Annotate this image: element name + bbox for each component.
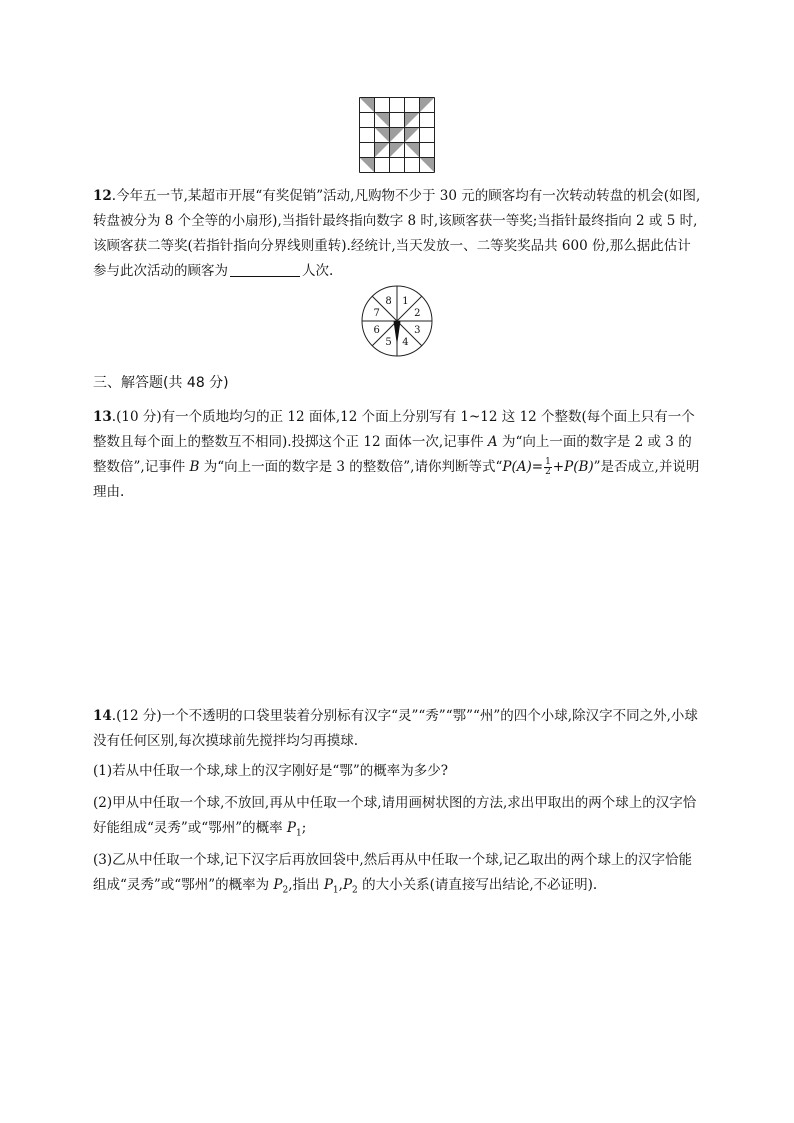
- question-14-part-2: [93, 791, 703, 847]
- question-13-text-4: ”是否成立,并说明理由.: [93, 459, 700, 500]
- p2-sub-compare: 2: [352, 885, 358, 896]
- fraction-one-half: [544, 458, 552, 477]
- shaded-triangle: [390, 143, 405, 158]
- question-13-number: 13: [93, 409, 112, 425]
- question-14-intro: .(12 分)一个不透明的口袋里装着分别标有汉字“灵”“秀”“鄂”“州”的四个小球,除汉字不同之外,小球没有任何区别,每次摸球前先搅拌均匀再摸球.: [93, 708, 698, 749]
- spinner-label: 4: [402, 336, 409, 348]
- fraction-numerator: 1: [545, 457, 551, 467]
- question-14-part-3: [93, 848, 703, 904]
- shaded-triangle: [405, 143, 420, 158]
- part-3-text-b: ,指出: [288, 877, 324, 893]
- answer-blank[interactable]: [230, 262, 300, 277]
- spinner-label: 7: [373, 308, 380, 320]
- formula-left: P(A)=: [502, 459, 544, 475]
- p1-sub: 1: [296, 828, 302, 839]
- question-14-part-1: (1)若从中任取一个球,球上的汉字刚好是“鄂”的概率为多少?: [93, 763, 448, 779]
- shaded-triangle: [375, 128, 390, 143]
- question-13: [93, 405, 703, 505]
- p1-var: P: [286, 820, 296, 836]
- part-3-text-a: (3)乙从中任取一个球,记下汉字后再放回袋中,然后再从中任取一个球,记乙取出的两个球上的汉字恰能组成“灵秀”或“鄂州”的概率为: [93, 852, 692, 893]
- formula-right: +P(B): [552, 459, 594, 475]
- section-title: 三、解答题(共 48 分): [93, 375, 229, 391]
- part-3-text-c: 的大小关系(请直接写出结论,不必证明).: [357, 877, 598, 893]
- spinner-label: 2: [414, 308, 421, 320]
- question-12: [93, 184, 703, 284]
- question-13-text-2: 为“向上一面的数字是 2 或 3 的整数倍”,记事件: [93, 434, 692, 475]
- p2-var-compare: P: [342, 877, 353, 893]
- question-12-tail: 人次.: [302, 263, 334, 279]
- question-13-text-3: 为“向上一面的数字是 3 的整数倍”,请你判断等式“: [199, 459, 503, 475]
- spinner-figure: [360, 284, 434, 358]
- spinner-label: 5: [385, 336, 392, 348]
- question-12-number: 12: [93, 188, 112, 204]
- part-2-text: (2)甲从中任取一个球,不放回,再从中任取一个球,请用画树状图的方法,求出甲取出的两个球上的汉字恰好能组成“灵秀”或“鄂州”的概率: [93, 795, 697, 836]
- shaded-triangle: [405, 113, 420, 128]
- shaded-triangle: [360, 98, 375, 113]
- spinner-label: 6: [373, 324, 380, 336]
- grid-figure: [359, 97, 435, 173]
- question-12-text: .今年五一节,某超市开展“有奖促销”活动,凡购物不少于 30 元的顾客均有一次转动转盘的机会(如图,转盘被分为 8 个全等的小扇形),当指针最终指向数字 8 时,该顾客获一等奖;当指针最终指向 2 或 5 时,该顾客获二等奖(若指针指向分界线则重转).经统计,当天发放一、二等奖奖品共 600 份,那么据此估计参与此次活动的顾客为: [93, 188, 701, 279]
- part-2-end: ;: [301, 820, 307, 836]
- spinner-label: 8: [385, 296, 392, 308]
- shaded-triangle: [420, 98, 435, 113]
- shaded-triangle: [360, 158, 375, 173]
- grid-shaded-triangles: [360, 98, 435, 173]
- p1-var-compare: P: [323, 877, 333, 893]
- shaded-triangle: [405, 128, 420, 143]
- p1-sub-compare: 1: [332, 885, 339, 896]
- shaded-triangle: [420, 158, 435, 173]
- shaded-triangle: [390, 128, 405, 143]
- shaded-triangle: [375, 143, 390, 158]
- p2-sub: 2: [282, 885, 289, 896]
- spinner-label: 3: [414, 324, 421, 336]
- question-13-text-1: .(10 分)有一个质地均匀的正 12 面体,12 个面上分别写有 1~12 这 12 个整数(每个面上只有一个整数且每个面上的整数互不相同).投掷这个正 12 面体一次,记事件: [93, 409, 695, 450]
- shaded-triangle: [375, 113, 390, 128]
- comma: ,: [338, 877, 343, 893]
- question-14: [93, 704, 703, 754]
- question-14-number: 14: [93, 708, 112, 724]
- p2-var: P: [273, 877, 283, 893]
- spinner-label: 1: [402, 296, 409, 308]
- fraction-denominator: 2: [545, 467, 551, 477]
- event-b: B: [189, 459, 200, 475]
- event-a: A: [487, 434, 498, 450]
